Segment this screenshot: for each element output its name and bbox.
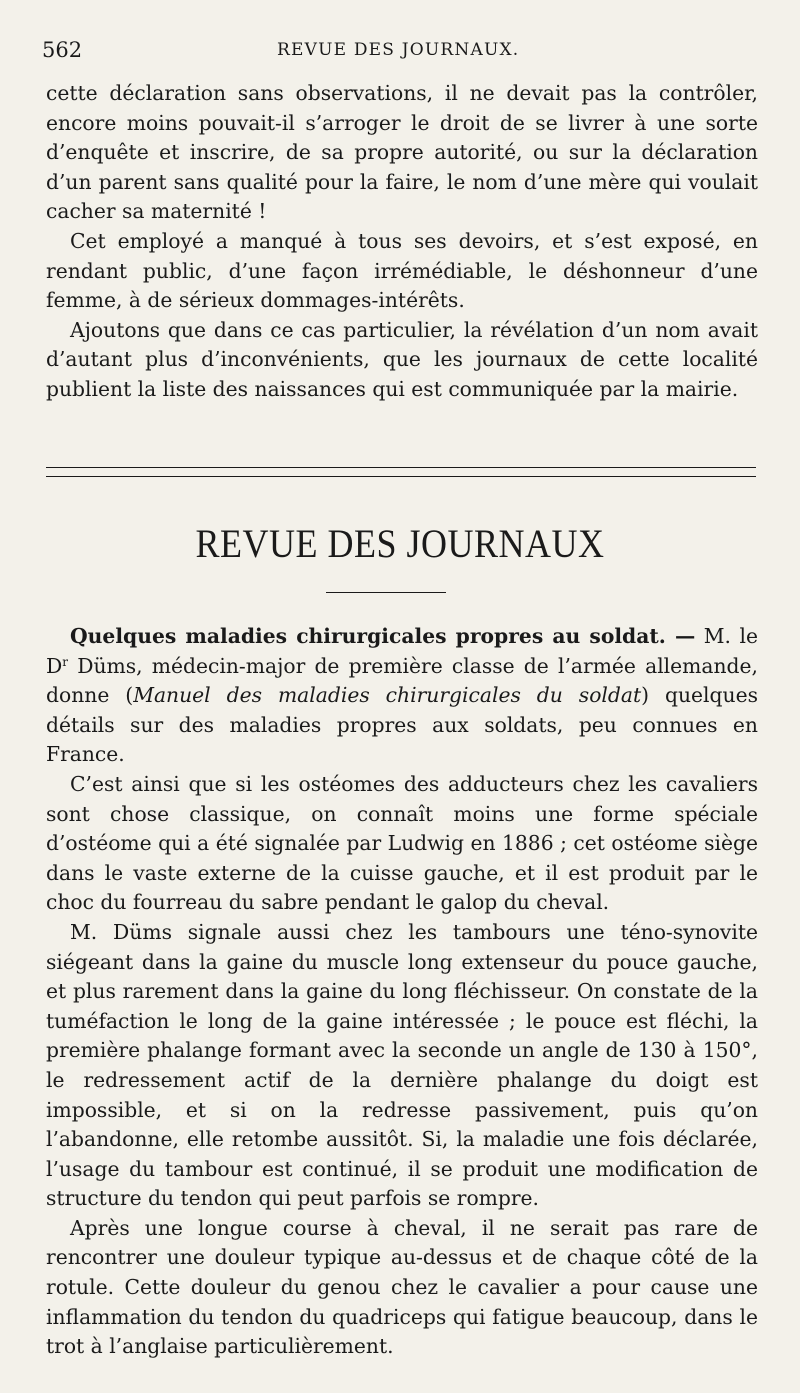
paragraph: Après une longue course à cheval, il ne serait pas rare de rencontrer une douleur typique au-dessus et de chaque côté de la rotule. Cette douleur du genou chez le cavalier a pour cause une inflammation du tendon du quadriceps qui fatigue beaucoup, dans le trot à l’anglaise particulièrement.: [46, 1215, 758, 1359]
article-text: [46, 622, 758, 1362]
intro-text: ) quelques détails sur des maladies propres aux soldats, peu connues en France.: [46, 683, 758, 767]
paragraph: [46, 622, 758, 770]
section-divider: [46, 467, 756, 477]
book-title: Manuel des maladies chirurgicales du soldat: [133, 683, 642, 708]
previous-article-text: [46, 79, 758, 405]
page-number: 562: [42, 38, 83, 62]
paragraph: cette déclaration sans observations, il ne devait pas la contrôler, encore moins pouvait-il s’arroger le droit de se livrer à une sorte d’enquête et inscrire, de sa propre autorité, ou sur la déclaration d’un parent sans qualité pour la faire, le nom d’une mère qui voulait cacher sa maternité !: [46, 81, 758, 224]
intro-text: M. le D: [46, 624, 758, 678]
running-head: [42, 38, 760, 68]
title-underline: [326, 592, 446, 593]
superscript: r: [62, 654, 69, 669]
section-title: REVUE DES JOURNAUX: [195, 521, 605, 566]
paragraph: Ajoutons que dans ce cas particulier, la révélation d’un nom avait d’autant plus d’inconvénients, que les journaux de cette localité publient la liste des naissances qui est communiquée par la mairie.: [46, 317, 758, 401]
article-heading: Quelques maladies chirurgicales propres au soldat. —: [70, 624, 696, 648]
running-title: REVUE DES JOURNAUX.: [277, 40, 520, 60]
paragraph: Cet employé a manqué à tous ses devoirs, et s’est exposé, en rendant public, d’une façon irrémédiable, le déshonneur d’une femme, à de sérieux dommages-intérêts.: [46, 228, 758, 313]
paragraph: M. Düms signale aussi chez les tambours une téno-synovite siégeant dans la gaine du muscle long extenseur du pouce gauche, et plus rarement dans la gaine du long fléchisseur. On constate de la tuméfaction le long de la gaine intéressée ; le pouce est fléchi, la première phalange formant avec la seconde un angle de 130 à 150°, le redressement actif de la dernière phalange du doigt est impossible, et si on la redresse passivement, puis qu’on l’abandonne, elle retombe aussitôt. Si, la maladie une fois déclarée, l’usage du tambour est continué, il se produit une modification de structure du tendon qui peut parfois se rompre.: [46, 919, 758, 1211]
paragraph: C’est ainsi que si les ostéomes des adducteurs chez les cavaliers sont chose classique, on connaît moins une forme spéciale d’ostéome qui a été signalée par Ludwig en 1886 ; cet ostéome siège dans le vaste externe de la cuisse gauche, et il est produit par le choc du fourreau du sabre pendant le galop du cheval.: [46, 771, 758, 915]
intro-text: Düms, médecin-major de première classe de l’armée allemande, donne (: [46, 653, 758, 708]
